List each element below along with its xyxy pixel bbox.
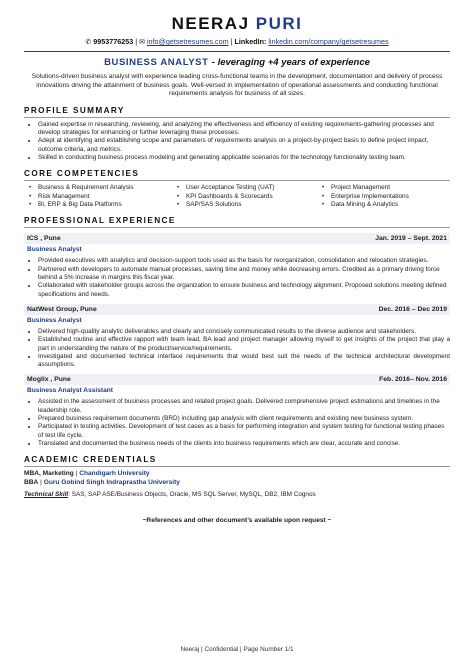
- education-separator: |: [38, 479, 44, 487]
- email-icon: ✉: [139, 39, 145, 46]
- email-link[interactable]: info@getsetresumes.com: [146, 37, 229, 46]
- contact-separator: |: [135, 37, 138, 46]
- competency-item: • Enterprise Implementations: [331, 193, 461, 201]
- profile-summary-section: [24, 106, 450, 162]
- education-item: [24, 479, 450, 488]
- list-item: • Adept at identifying and establishing scope and parameters of requirements analysis on a project-by-project basis to define project impact, outcome criteria, and metrics.: [38, 137, 450, 154]
- competency-item: • User Acceptance Testing (UAT): [186, 184, 331, 192]
- education-list: [24, 470, 450, 488]
- header-divider: [24, 51, 450, 52]
- section-title: CORE COMPETENCIES: [24, 169, 450, 181]
- job-duties: [24, 328, 450, 369]
- job-duties: [24, 398, 450, 448]
- competency-grid: [24, 184, 450, 209]
- competency-item: • SAP/SAS Solutions: [186, 201, 331, 209]
- job-company: ICS , Pune: [27, 235, 61, 243]
- list-item: • Investigated and documented technical interface requirements that would best suit the needs of the technical architectural development assumptions.: [38, 353, 450, 370]
- job-company: NatWest Group, Pune: [27, 305, 97, 313]
- list-item: • Provided executives with analytics and decision-support tools used as the basis for reorganization, consolidation and relocation strategies.: [38, 257, 450, 265]
- job-duties: [24, 257, 450, 298]
- section-title: PROFILE SUMMARY: [24, 106, 450, 118]
- section-title: ACADEMIC CREDENTIALS: [24, 455, 450, 467]
- university: Guru Gobind Singh Indraprastha University: [43, 479, 180, 487]
- contact-line: [24, 37, 450, 47]
- list-item: • Skilled in conducting business process modeling and generating applicable scenarios for the technology functionality testing team.: [38, 154, 450, 162]
- summary-text: Solutions-driven business analyst with experience leading cross-functional teams in the development, documentation and delivery of process innovations driving the attainment of business goals. Well-versed in implementation of operational assessments and conducting functional requirements analysis for business of all sizes.: [31, 73, 443, 98]
- job-role: Business Analyst: [27, 246, 82, 254]
- first-name: NEERAJ: [171, 14, 250, 33]
- list-item: • Translated and documented the business needs of the clients into business requirements which are clear, accurate and concise.: [38, 440, 450, 448]
- job-dates: Feb. 2016– Nov. 2016: [379, 376, 447, 384]
- competency-item: • Risk Management: [38, 193, 186, 201]
- references-note: ~References and other document’s available upon request ~: [142, 517, 332, 525]
- list-item: • Collaborated with stakeholder groups across the organization to ensure business and technology alignment. Proposed solutions meeting defined specifications and needs.: [38, 282, 450, 299]
- job-header: [24, 374, 450, 385]
- job-dates: Jan. 2019 – Sept. 2021: [375, 235, 447, 243]
- competency-item: • Business & Requirement Analysis: [38, 184, 186, 192]
- headline-title: BUSINESS ANALYST: [104, 57, 209, 68]
- degree: MBA, Marketing: [24, 470, 74, 478]
- education-separator: |: [73, 470, 80, 478]
- linkedin-label: LinkedIn:: [234, 37, 267, 46]
- list-item: • Gained expertise in researching, reviewing, and analyzing the effectiveness and efficiency of existing requirements-gathering processes and develop strategies for enhancing or further leveraging these processes.: [38, 121, 450, 138]
- degree: BBA: [24, 479, 39, 487]
- competency-item: • KPI Dashboards & Scorecards: [186, 193, 331, 201]
- list-item: • Assisted in the assessment of business processes and related project goals. Delivered comprehensive project estimations and timelines in the leadership role.: [38, 398, 450, 415]
- technical-skill-label: Technical Skill: [24, 490, 69, 498]
- competency-item: • Data Mining & Analytics: [331, 201, 461, 209]
- phone-number: 9953776253: [93, 37, 134, 46]
- education-item: [24, 470, 450, 479]
- academic-credentials-section: [24, 455, 450, 499]
- competency-item: • Project Management: [331, 184, 461, 192]
- competency-item: • BI, ERP & Big Data Platforms: [38, 201, 186, 209]
- job-header: [24, 233, 450, 244]
- university: Chandigarh University: [79, 470, 150, 478]
- last-name: PURI: [255, 14, 303, 33]
- contact-separator: |: [230, 37, 233, 46]
- core-competencies-section: [24, 169, 450, 209]
- candidate-name: [24, 14, 450, 34]
- page-footer: Neeraj | Confidential | Page Number 1/1: [180, 646, 294, 653]
- list-item: • Prepared business requirement documents (BRD) including gap analysis with client requirements and existing new business system.: [38, 415, 450, 423]
- technical-skill-value: : SAS, SAP ASE/Business Objects, Oracle, MS SQL Server, MySQL, DB2, IBM Cognos: [68, 490, 316, 498]
- technical-skill: [24, 491, 450, 500]
- job-role: Business Analyst: [27, 316, 82, 324]
- job-role: Business Analyst Assistant: [27, 387, 113, 395]
- headline-tagline: - leveraging +4 years of experience: [211, 57, 370, 68]
- list-item: • Established routine and effective rapport with team lead, BA lead and project manager allowing myself to get insights of the project that play a part in understanding the nature of the product/service/requirements.: [38, 336, 450, 353]
- profile-list: [24, 121, 450, 162]
- list-item: • Delivered high-quality analytic deliverables and clearly and concisely communicated results to the diverse audience and stakeholders.: [38, 328, 450, 336]
- list-item: • Participated in testing activities. Development of test cases as a basis for performing integration and system testing for functional testing phases of test life cycle.: [38, 423, 450, 440]
- list-item: • Partnered with developers to automate manual processes, saving time and money while decreasing errors. Credited as a primary driving force behind a 5% increase in margins this fiscal year.: [38, 266, 450, 283]
- job-header: [24, 304, 450, 315]
- headline: [24, 57, 450, 69]
- experience-section: [24, 216, 450, 448]
- job-company: Moglix , Pune: [27, 376, 71, 384]
- section-title: PROFESSIONAL EXPERIENCE: [24, 216, 450, 228]
- linkedin-link[interactable]: linkedin.com/company/getsetresumes: [268, 37, 389, 46]
- phone-icon: ✆: [85, 39, 92, 46]
- job-dates: Dec. 2016 – Dec 2019: [378, 305, 447, 313]
